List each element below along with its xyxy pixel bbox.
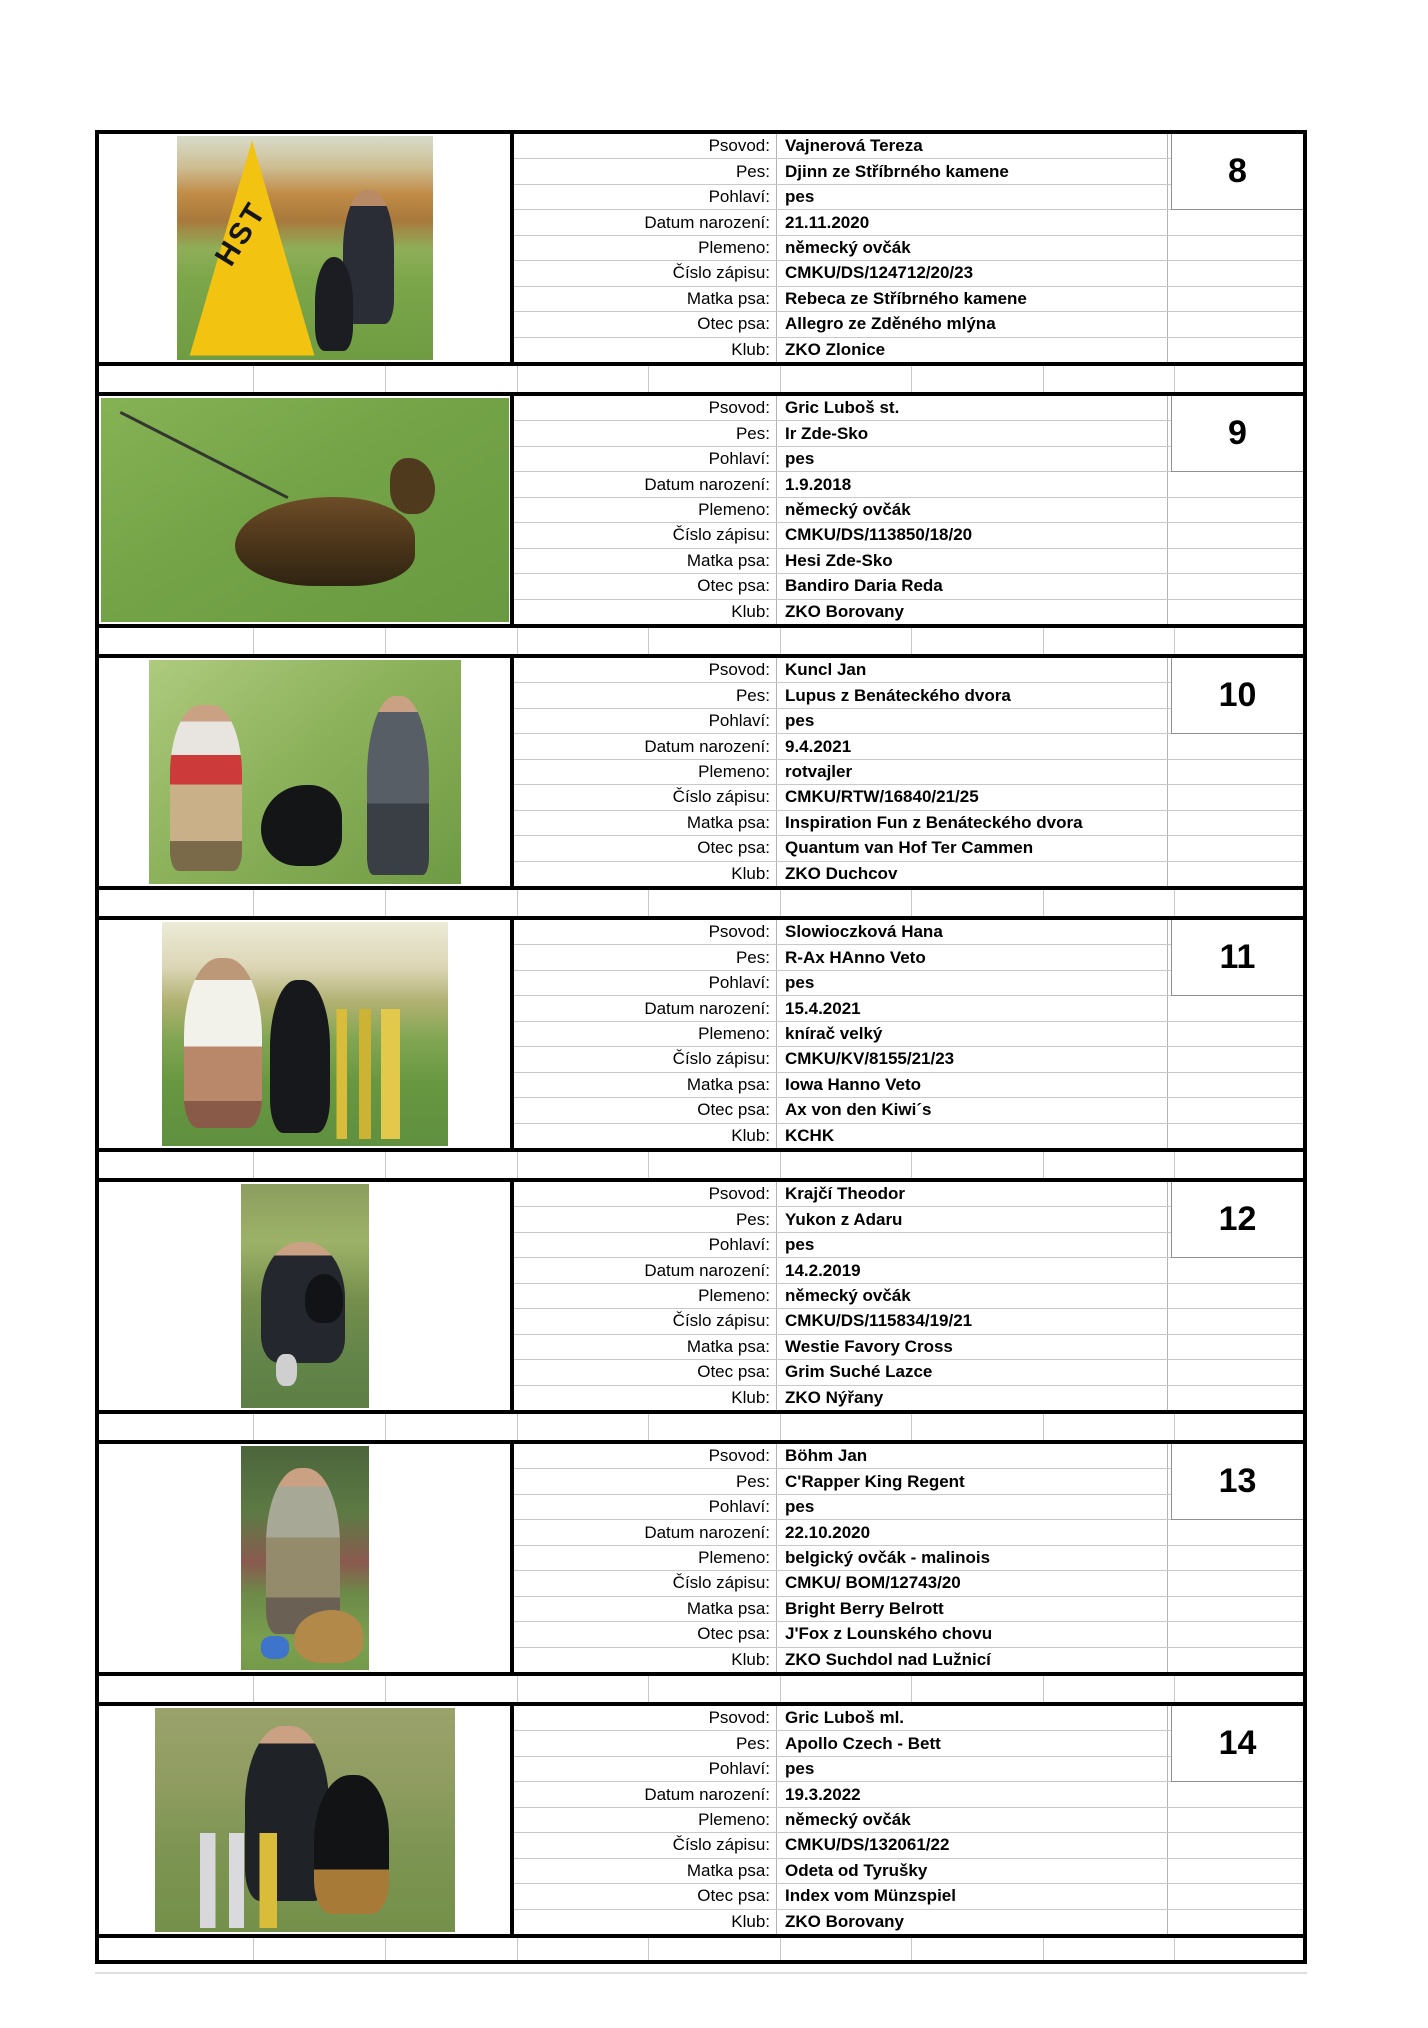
field-value-matka: Inspiration Fun z Benáteckého dvora	[776, 811, 1167, 835]
entry-number: 14	[1171, 1706, 1303, 1782]
field-label-otec: Otec psa:	[697, 1886, 770, 1906]
grid-cell	[1167, 210, 1303, 234]
field-row-plemeno	[514, 498, 1303, 523]
photo-shape	[305, 1274, 343, 1323]
field-label-pes: Pes:	[735, 1209, 770, 1229]
spacer-row	[99, 366, 1303, 392]
field-row-otec	[514, 574, 1303, 599]
field-value-datum: 14.2.2019	[776, 1258, 1167, 1282]
field-value-otec: Ax von den Kiwi´s	[776, 1098, 1167, 1122]
field-label-psovod: Psovod:	[708, 1708, 770, 1728]
grid-cell	[1167, 1360, 1303, 1384]
grid-cell	[1167, 549, 1303, 573]
spacer-row	[99, 1938, 1303, 1964]
field-row-matka	[514, 1335, 1303, 1360]
field-row-plemeno	[514, 1022, 1303, 1047]
field-value-matka: Iowa Hanno Veto	[776, 1073, 1167, 1097]
grid-cell	[1167, 287, 1303, 311]
field-value-matka: Odeta od Tyrušky	[776, 1859, 1167, 1883]
grid-cell	[1167, 1546, 1303, 1570]
field-row-plemeno	[514, 1284, 1303, 1309]
grid-cell	[1167, 600, 1303, 624]
photo-cell	[99, 1444, 514, 1672]
field-row-klub	[514, 1386, 1303, 1410]
field-label-cislo: Číslo zápisu:	[672, 525, 770, 545]
field-label-psovod: Psovod:	[708, 136, 770, 156]
photo-cell	[99, 134, 514, 362]
grid-cell	[1167, 574, 1303, 598]
field-label-pohlavi: Pohlaví:	[708, 1759, 770, 1779]
field-value-cislo: CMKU/DS/132061/22	[776, 1833, 1167, 1857]
photo-cell	[99, 1706, 514, 1934]
field-row-matka	[514, 1597, 1303, 1622]
field-value-klub: ZKO Duchcov	[776, 862, 1167, 886]
field-label-matka: Matka psa:	[686, 288, 770, 308]
field-label-psovod: Psovod:	[708, 1184, 770, 1204]
field-label-matka: Matka psa:	[686, 1860, 770, 1880]
field-label-matka: Matka psa:	[686, 1336, 770, 1356]
field-label-pohlavi: Pohlaví:	[708, 973, 770, 993]
field-value-otec: J'Fox z Lounského chovu	[776, 1622, 1167, 1646]
grid-cell	[1167, 1386, 1303, 1410]
field-row-otec	[514, 1360, 1303, 1385]
field-label-psovod: Psovod:	[708, 398, 770, 418]
field-label-datum: Datum narození:	[644, 212, 770, 232]
field-row-otec	[514, 1622, 1303, 1647]
field-label-pohlavi: Pohlaví:	[708, 1497, 770, 1517]
entry-fields	[514, 920, 1303, 1148]
field-label-pohlavi: Pohlaví:	[708, 187, 770, 207]
field-value-cislo: CMKU/DS/115834/19/21	[776, 1309, 1167, 1333]
field-label-plemeno: Plemeno:	[698, 1023, 770, 1043]
field-value-otec: Bandiro Daria Reda	[776, 574, 1167, 598]
spacer-row	[99, 1676, 1303, 1702]
field-label-plemeno: Plemeno:	[698, 1547, 770, 1567]
grid-cell	[1167, 1910, 1303, 1934]
grid-cell	[1167, 1073, 1303, 1097]
photo-shape	[120, 411, 289, 499]
field-value-pes: Lupus z Benáteckého dvora	[776, 683, 1167, 707]
field-label-datum: Datum narození:	[644, 998, 770, 1018]
field-row-datum	[514, 996, 1303, 1021]
photo-cell	[99, 658, 514, 886]
grid-cell	[1167, 811, 1303, 835]
field-row-otec	[514, 836, 1303, 861]
field-label-matka: Matka psa:	[686, 812, 770, 832]
field-label-datum: Datum narození:	[644, 474, 770, 494]
field-value-cislo: CMKU/DS/124712/20/23	[776, 261, 1167, 285]
entry-12	[99, 1178, 1303, 1414]
field-value-pohlavi: pes	[776, 709, 1167, 733]
photo-shape	[333, 1009, 419, 1139]
field-label-pes: Pes:	[735, 1471, 770, 1491]
entry-fields	[514, 658, 1303, 886]
field-label-klub: Klub:	[731, 1649, 770, 1669]
grid-cell	[1167, 338, 1303, 362]
grid-cell	[1167, 1258, 1303, 1282]
photo-shape	[235, 497, 415, 587]
field-label-plemeno: Plemeno:	[698, 1809, 770, 1829]
field-label-pes: Pes:	[735, 947, 770, 967]
field-label-klub: Klub:	[731, 339, 770, 359]
grid-cell	[1167, 236, 1303, 260]
grid-cell	[1167, 523, 1303, 547]
entry-11	[99, 916, 1303, 1152]
field-row-cislo	[514, 1833, 1303, 1858]
grid-cell	[1167, 1808, 1303, 1832]
spacer-row	[99, 890, 1303, 916]
grid-cell	[1167, 1648, 1303, 1672]
grid-cell	[1167, 1047, 1303, 1071]
field-value-psovod: Gric Luboš ml.	[776, 1706, 1167, 1730]
field-label-plemeno: Plemeno:	[698, 499, 770, 519]
page-bottom-hairline	[95, 1972, 1307, 1974]
grid-cell	[1167, 1309, 1303, 1333]
field-value-pohlavi: pes	[776, 1757, 1167, 1781]
spacer-row	[99, 1414, 1303, 1440]
field-value-pes: Yukon z Adaru	[776, 1207, 1167, 1231]
field-row-plemeno	[514, 1546, 1303, 1571]
entry-photo	[149, 660, 461, 884]
photo-cell	[99, 920, 514, 1148]
entry-13	[99, 1440, 1303, 1676]
field-value-psovod: Slowioczková Hana	[776, 920, 1167, 944]
grid-cell	[1167, 1884, 1303, 1908]
field-row-plemeno	[514, 1808, 1303, 1833]
field-label-otec: Otec psa:	[697, 1362, 770, 1382]
entry-number: 13	[1171, 1444, 1303, 1520]
photo-shape	[315, 257, 353, 351]
field-value-plemeno: knírač velký	[776, 1022, 1167, 1046]
field-label-cislo: Číslo zápisu:	[672, 1573, 770, 1593]
field-label-plemeno: Plemeno:	[698, 237, 770, 257]
grid-cell	[1167, 1571, 1303, 1595]
field-row-plemeno	[514, 236, 1303, 261]
field-row-datum	[514, 1782, 1303, 1807]
catalog-table	[95, 130, 1307, 1964]
field-value-klub: ZKO Nýřany	[776, 1386, 1167, 1410]
field-row-datum	[514, 1258, 1303, 1283]
field-row-cislo	[514, 1309, 1303, 1334]
field-value-datum: 22.10.2020	[776, 1520, 1167, 1544]
field-row-matka	[514, 811, 1303, 836]
field-label-pohlavi: Pohlaví:	[708, 449, 770, 469]
field-row-cislo	[514, 1047, 1303, 1072]
field-label-otec: Otec psa:	[697, 838, 770, 858]
field-row-cislo	[514, 785, 1303, 810]
photo-shape	[170, 705, 242, 871]
field-value-plemeno: německý ovčák	[776, 236, 1167, 260]
field-label-plemeno: Plemeno:	[698, 1285, 770, 1305]
field-row-datum	[514, 472, 1303, 497]
field-label-otec: Otec psa:	[697, 576, 770, 596]
field-value-pes: Ir Zde-Sko	[776, 421, 1167, 445]
field-value-pohlavi: pes	[776, 1233, 1167, 1257]
field-value-plemeno: německý ovčák	[776, 498, 1167, 522]
field-value-psovod: Krajčí Theodor	[776, 1182, 1167, 1206]
entry-14	[99, 1702, 1303, 1938]
field-label-cislo: Číslo zápisu:	[672, 787, 770, 807]
field-row-matka	[514, 549, 1303, 574]
field-label-klub: Klub:	[731, 863, 770, 883]
field-value-klub: KCHK	[776, 1124, 1167, 1148]
field-row-otec	[514, 312, 1303, 337]
photo-cell	[99, 1182, 514, 1410]
field-value-cislo: CMKU/DS/113850/18/20	[776, 523, 1167, 547]
field-value-klub: ZKO Suchdol nad Lužnicí	[776, 1648, 1167, 1672]
grid-cell	[1167, 1520, 1303, 1544]
field-label-datum: Datum narození:	[644, 1260, 770, 1280]
entry-fields	[514, 1706, 1303, 1934]
field-label-klub: Klub:	[731, 1911, 770, 1931]
grid-cell	[1167, 1124, 1303, 1148]
field-value-psovod: Böhm Jan	[776, 1444, 1167, 1468]
field-row-klub	[514, 1124, 1303, 1148]
field-value-matka: Rebeca ze Stříbrného kamene	[776, 287, 1167, 311]
grid-cell	[1167, 1284, 1303, 1308]
field-label-datum: Datum narození:	[644, 1522, 770, 1542]
entry-number: 8	[1171, 134, 1303, 210]
field-value-otec: Index vom Münzspiel	[776, 1884, 1167, 1908]
entry-photo	[241, 1184, 369, 1408]
field-value-matka: Bright Berry Belrott	[776, 1597, 1167, 1621]
photo-shape	[270, 980, 330, 1132]
field-row-otec	[514, 1098, 1303, 1123]
photo-shape	[187, 140, 335, 355]
field-value-otec: Quantum van Hof Ter Cammen	[776, 836, 1167, 860]
photo-shape	[184, 958, 261, 1128]
spacer-row	[99, 628, 1303, 654]
grid-cell	[1167, 734, 1303, 758]
field-value-datum: 1.9.2018	[776, 472, 1167, 496]
field-row-klub	[514, 600, 1303, 624]
entry-fields	[514, 1444, 1303, 1672]
field-value-pohlavi: pes	[776, 185, 1167, 209]
field-value-psovod: Vajnerová Tereza	[776, 134, 1167, 158]
field-row-cislo	[514, 523, 1303, 548]
field-label-plemeno: Plemeno:	[698, 761, 770, 781]
grid-cell	[1167, 1335, 1303, 1359]
spacer-row	[99, 1152, 1303, 1178]
field-value-pes: Djinn ze Stříbrného kamene	[776, 159, 1167, 183]
field-value-pes: R-Ax HAnno Veto	[776, 945, 1167, 969]
field-value-matka: Westie Favory Cross	[776, 1335, 1167, 1359]
field-row-otec	[514, 1884, 1303, 1909]
field-value-psovod: Gric Luboš st.	[776, 396, 1167, 420]
field-value-klub: ZKO Borovany	[776, 1910, 1167, 1934]
grid-cell	[1167, 836, 1303, 860]
field-label-pes: Pes:	[735, 1733, 770, 1753]
photo-shape	[314, 1775, 389, 1914]
field-row-klub	[514, 338, 1303, 362]
field-value-klub: ZKO Zlonice	[776, 338, 1167, 362]
field-label-pohlavi: Pohlaví:	[708, 1235, 770, 1255]
field-label-cislo: Číslo zápisu:	[672, 1311, 770, 1331]
field-label-otec: Otec psa:	[697, 314, 770, 334]
field-value-otec: Allegro ze Zděného mlýna	[776, 312, 1167, 336]
field-value-datum: 19.3.2022	[776, 1782, 1167, 1806]
field-label-pes: Pes:	[735, 423, 770, 443]
entry-9	[99, 392, 1303, 628]
field-value-psovod: Kuncl Jan	[776, 658, 1167, 682]
grid-cell	[1167, 1022, 1303, 1046]
field-row-datum	[514, 1520, 1303, 1545]
field-label-matka: Matka psa:	[686, 1598, 770, 1618]
grid-cell	[1167, 996, 1303, 1020]
field-value-plemeno: německý ovčák	[776, 1808, 1167, 1832]
photo-cell	[99, 396, 514, 624]
entry-number: 9	[1171, 396, 1303, 472]
field-label-otec: Otec psa:	[697, 1100, 770, 1120]
photo-shape	[390, 458, 435, 514]
field-row-cislo	[514, 261, 1303, 286]
grid-cell	[1167, 472, 1303, 496]
field-label-pes: Pes:	[735, 161, 770, 181]
field-row-matka	[514, 1073, 1303, 1098]
photo-shape	[261, 1636, 289, 1658]
field-value-klub: ZKO Borovany	[776, 600, 1167, 624]
field-value-pes: Apollo Czech - Bett	[776, 1731, 1167, 1755]
field-value-matka: Hesi Zde-Sko	[776, 549, 1167, 573]
field-row-klub	[514, 862, 1303, 886]
field-label-cislo: Číslo zápisu:	[672, 1835, 770, 1855]
field-value-plemeno: německý ovčák	[776, 1284, 1167, 1308]
field-value-pohlavi: pes	[776, 1495, 1167, 1519]
field-row-datum	[514, 734, 1303, 759]
field-row-klub	[514, 1910, 1303, 1934]
entry-fields	[514, 134, 1303, 362]
field-value-datum: 9.4.2021	[776, 734, 1167, 758]
entry-photo	[101, 398, 509, 622]
field-value-pohlavi: pes	[776, 447, 1167, 471]
field-label-klub: Klub:	[731, 1387, 770, 1407]
field-row-datum	[514, 210, 1303, 235]
field-value-cislo: CMKU/ BOM/12743/20	[776, 1571, 1167, 1595]
field-value-otec: Grim Suché Lazce	[776, 1360, 1167, 1384]
field-label-matka: Matka psa:	[686, 1074, 770, 1094]
field-label-otec: Otec psa:	[697, 1624, 770, 1644]
photo-shape	[367, 696, 429, 875]
field-row-klub	[514, 1648, 1303, 1672]
field-value-plemeno: belgický ovčák - malinois	[776, 1546, 1167, 1570]
photo-shape	[294, 1610, 363, 1664]
field-label-datum: Datum narození:	[644, 736, 770, 756]
grid-cell	[1167, 1782, 1303, 1806]
field-value-cislo: CMKU/KV/8155/21/23	[776, 1047, 1167, 1071]
grid-cell	[1167, 1098, 1303, 1122]
entry-10	[99, 654, 1303, 890]
field-label-matka: Matka psa:	[686, 550, 770, 570]
entry-fields	[514, 1182, 1303, 1410]
entry-fields	[514, 396, 1303, 624]
grid-cell	[1167, 1622, 1303, 1646]
field-value-pohlavi: pes	[776, 971, 1167, 995]
field-label-pohlavi: Pohlaví:	[708, 711, 770, 731]
field-label-psovod: Psovod:	[708, 1446, 770, 1466]
entry-number: 10	[1171, 658, 1303, 734]
entry-8	[99, 130, 1303, 366]
grid-cell	[1167, 785, 1303, 809]
entry-number: 12	[1171, 1182, 1303, 1258]
field-label-klub: Klub:	[731, 601, 770, 621]
field-label-datum: Datum narození:	[644, 1784, 770, 1804]
field-row-matka	[514, 1859, 1303, 1884]
field-value-plemeno: rotvajler	[776, 760, 1167, 784]
field-row-cislo	[514, 1571, 1303, 1596]
entry-photo	[162, 922, 448, 1146]
field-value-datum: 15.4.2021	[776, 996, 1167, 1020]
field-label-cislo: Číslo zápisu:	[672, 1049, 770, 1069]
field-value-pes: C'Rapper King Regent	[776, 1469, 1167, 1493]
grid-cell	[1167, 1597, 1303, 1621]
entry-photo	[155, 1708, 455, 1932]
field-label-psovod: Psovod:	[708, 660, 770, 680]
field-row-matka	[514, 287, 1303, 312]
grid-cell	[1167, 760, 1303, 784]
field-label-pes: Pes:	[735, 685, 770, 705]
field-value-datum: 21.11.2020	[776, 210, 1167, 234]
field-label-psovod: Psovod:	[708, 922, 770, 942]
photo-shape	[200, 1833, 296, 1927]
entry-photo	[177, 136, 433, 360]
field-label-cislo: Číslo zápisu:	[672, 263, 770, 283]
grid-cell	[1167, 862, 1303, 886]
field-label-klub: Klub:	[731, 1125, 770, 1145]
entry-photo	[241, 1446, 369, 1670]
photo-shape	[276, 1354, 296, 1385]
grid-cell	[1167, 261, 1303, 285]
entry-number: 11	[1171, 920, 1303, 996]
field-row-plemeno	[514, 760, 1303, 785]
grid-cell	[1167, 1859, 1303, 1883]
photo-shape	[261, 785, 342, 866]
grid-cell	[1167, 312, 1303, 336]
field-value-cislo: CMKU/RTW/16840/21/25	[776, 785, 1167, 809]
grid-cell	[1167, 1833, 1303, 1857]
grid-cell	[1167, 498, 1303, 522]
photo-banner-text: HST	[209, 195, 274, 272]
